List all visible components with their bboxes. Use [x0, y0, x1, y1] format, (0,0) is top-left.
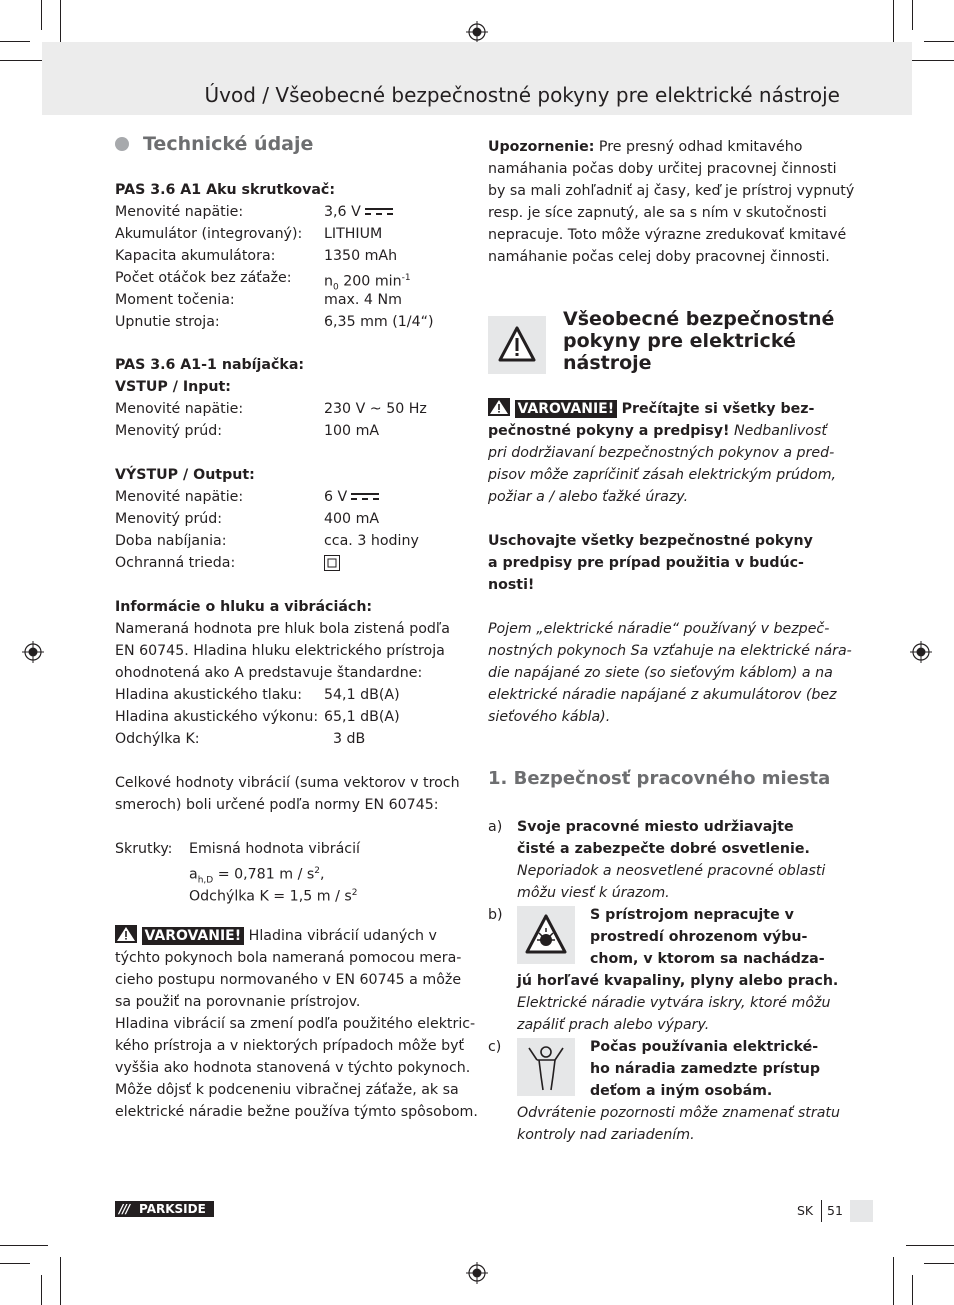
item-bold: deťom a iným osobám.	[590, 1083, 773, 1099]
tech-heading: Technické údaje	[143, 133, 314, 155]
item-marker: b)	[488, 907, 503, 923]
page-tab-box	[850, 1200, 873, 1222]
spec-value: 54,1 dB(A)	[324, 687, 400, 703]
spec-value	[324, 201, 393, 223]
spec-value: 3 dB	[333, 731, 366, 747]
warning-text: Hladina vibrácií sa zmení podľa použitého elektric-	[115, 1016, 476, 1032]
item-bold: ho náradia zamedzte prístup	[590, 1061, 821, 1077]
spec-label: Menovitý prúd:	[115, 511, 223, 527]
spec-value	[324, 486, 379, 508]
spec-label: Odchýlka K:	[115, 731, 200, 747]
spec-value: 65,1 dB(A)	[324, 709, 400, 725]
notice-text: namáhanie počas celej doby pracovnej činnosti.	[488, 249, 830, 265]
spec-label: Kapacita akumulátora:	[115, 248, 276, 264]
warning-triangle-icon	[115, 925, 137, 943]
spec-value: 6,35 mm (1/4“)	[324, 314, 434, 330]
page-title: Úvod / Všeobecné bezpečnostné pokyny pre elektrické nástroje	[204, 83, 840, 107]
warning-text: kého prístroja a v niektorých prípadoch môže byť	[115, 1038, 465, 1054]
item-italic: Odvrátenie pozornosti môže znamenať stratu	[517, 1105, 840, 1121]
notice-text: Pre presný odhad kmitavého	[598, 139, 803, 155]
warning-first-line	[115, 925, 437, 947]
warning-badge: VAROVANIE!	[515, 400, 618, 418]
drill-title: PAS 3.6 A1 Aku skrutkovač:	[115, 182, 336, 198]
warning-text: Môže dôjsť k podceneniu vibračnej záťaže, ak sa	[115, 1082, 459, 1098]
screws-line: Odchýlka K = 1,5 m / $s^2$	[189, 888, 358, 905]
keep-instructions: Uschovajte všetky bezpečnostné pokyny	[488, 533, 813, 549]
spec-value: LITHIUM	[324, 226, 383, 242]
section-bullet-icon	[115, 137, 129, 151]
warning-badge: VAROVANIE!	[142, 927, 245, 945]
registration-mark-icon	[22, 641, 44, 663]
spec-value: 100 mA	[324, 423, 380, 439]
term-definition: sieťového kábla).	[488, 709, 611, 725]
spec-value: cca. 3 hodiny	[324, 533, 419, 549]
item-marker: c)	[488, 1039, 502, 1055]
warning-bold: pečnostné pokyny a predpisy!	[488, 423, 730, 439]
screws-line: Emisná hodnota vibrácií	[189, 841, 360, 857]
brand-stripes-icon: ///	[119, 1202, 130, 1216]
warning-line	[488, 420, 827, 442]
vibration-line: smeroch) boli určené podľa normy EN 60745:	[115, 797, 439, 813]
item-italic: Neporiadok a neosvetlené pracovné oblasti	[517, 863, 826, 879]
safety-warning-first-line	[488, 398, 814, 420]
spec-label: Menovité napätie:	[115, 401, 244, 417]
notice-text: nepracuje. Toto môže výrazne zredukovať kmitavé	[488, 227, 847, 243]
spec-value-text: 3,6 V	[324, 204, 361, 220]
spec-label: Upnutie stroja:	[115, 314, 220, 330]
spec-value: max. 4 Nm	[324, 292, 402, 308]
safety-warning-box	[488, 316, 546, 374]
warning-italic: pri dodržiavaní bezpečnostných pokynov a pred-	[488, 445, 835, 461]
term-definition: nostných pokynoch Sa vzťahuje na elektrické nára-	[488, 643, 852, 659]
warning-bold: Prečítajte si všetky bez-	[621, 401, 815, 417]
item-italic: môžu viesť k úrazom.	[517, 885, 670, 901]
output-title: VÝSTUP / Output:	[115, 467, 255, 483]
item-marker: a)	[488, 819, 503, 835]
workplace-heading: 1. Bezpečnosť pracovného miesta	[488, 768, 831, 789]
spec-value: $n_0$ 200 $\min^{-1}$	[324, 273, 411, 293]
notice-text: namáhania počas doby určitej pracovnej činnosti	[488, 161, 837, 177]
safety-heading: Všeobecné bezpečnostné	[563, 308, 835, 330]
spec-label: Hladina akustického tlaku:	[115, 687, 302, 703]
notice-label: Upozornenie:	[488, 139, 595, 155]
warning-triangle-icon	[488, 316, 546, 374]
warning-text: sa použiť na porovnanie prístrojov.	[115, 994, 361, 1010]
registration-mark-icon	[466, 21, 488, 43]
warning-text: týchto pokynoch bola nameraná pomocou mera-	[115, 950, 462, 966]
warning-triangle-icon	[488, 398, 510, 416]
spec-label: Hladina akustického výkonu:	[115, 709, 319, 725]
vibration-line: Celkové hodnoty vibrácií (suma vektorov v troch	[115, 775, 460, 791]
screws-line: $a_{h,D} = 0,781$ m / $s^2$,	[189, 866, 325, 886]
spec-value: 1350 mAh	[324, 248, 398, 264]
keep-instructions: nosti!	[488, 577, 535, 593]
item-bold: chom, v ktorom sa nachádza-	[590, 951, 825, 967]
item-italic: zapáliť prach alebo výpary.	[517, 1017, 710, 1033]
language-code: SK	[797, 1203, 814, 1218]
protection-class-ii-icon	[324, 555, 340, 571]
item-italic: Elektrické náradie vytvára iskry, ktoré môžu	[517, 995, 831, 1011]
item-bold: čisté a zabezpečte dobré osvetlenie.	[517, 841, 810, 857]
warning-italic: pisov môže zapríčiniť zásah elektrickým prúdom,	[488, 467, 837, 483]
warning-text: Hladina vibrácií udaných v	[248, 928, 437, 944]
page-number: 51	[827, 1203, 843, 1218]
warning-italic: Nedbanlivosť	[733, 423, 827, 439]
charger-title: PAS 3.6 A1-1 nabíjačka:	[115, 357, 305, 373]
spec-label: Menovité napätie:	[115, 204, 244, 220]
spec-label: Počet otáčok bez záťaže:	[115, 270, 292, 286]
registration-mark-icon	[466, 1262, 488, 1284]
footer-divider	[821, 1200, 822, 1222]
screws-label: Skrutky:	[115, 841, 173, 857]
spec-label: Akumulátor (integrovaný):	[115, 226, 303, 242]
keep-children-away-icon	[517, 1038, 575, 1096]
item-italic: kontroly nad zariadením.	[517, 1127, 695, 1143]
input-title: VSTUP / Input:	[115, 379, 231, 395]
spec-label: Menovitý prúd:	[115, 423, 223, 439]
warning-text: elektrické náradie bežne používa týmto spôsobom.	[115, 1104, 478, 1120]
explosion-hazard-icon	[517, 906, 575, 964]
warning-text: vyššia ako hodnota stanovená v týchto pokynoch.	[115, 1060, 471, 1076]
registration-mark-icon	[910, 641, 932, 663]
spec-label: Moment točenia:	[115, 292, 235, 308]
noise-line: EN 60745. Hladina hluku elektrického prístroja	[115, 643, 445, 659]
dc-symbol-icon	[365, 208, 393, 216]
keep-instructions: a predpisy pre prípad použitia v budúc-	[488, 555, 804, 571]
warning-text: cieho postupu normovaného v EN 60745 a môže	[115, 972, 462, 988]
term-definition: Pojem „elektrické náradie“ používaný v bezpeč-	[488, 621, 830, 637]
spec-value-text: 6 V	[324, 489, 348, 505]
spec-label: Ochranná trieda:	[115, 555, 236, 571]
safety-heading: nástroje	[563, 352, 652, 374]
item-bold: Svoje pracovné miesto udržiavajte	[517, 819, 794, 835]
item-bold: S prístrojom nepracujte v	[590, 907, 794, 923]
spec-label: Menovité napätie:	[115, 489, 244, 505]
safety-heading: pokyny pre elektrické	[563, 330, 796, 352]
noise-line: Nameraná hodnota pre hluk bola zistená podľa	[115, 621, 450, 637]
warning-italic: požiar a / alebo ťažké úrazy.	[488, 489, 689, 505]
term-definition: die napájané zo siete (so sieťovým káblom) a na	[488, 665, 833, 681]
item-bold: jú horľavé kvapaliny, plyny alebo prach.	[517, 973, 839, 989]
item-bold: prostredí ohrozenom výbu-	[590, 929, 808, 945]
noise-line: ohodnotená ako A predstavuje štandardne:	[115, 665, 423, 681]
spec-label: Doba nabíjania:	[115, 533, 227, 549]
brand-name: PARKSIDE	[139, 1202, 206, 1216]
notice-first-line	[488, 136, 802, 158]
spec-value: 230 V ~ 50 Hz	[324, 401, 427, 417]
notice-text: by sa mali zohľadniť aj časy, keď je prístroj vypnutý	[488, 183, 855, 199]
dc-symbol-icon	[351, 493, 379, 501]
brand-logo	[115, 1201, 214, 1217]
noise-title: Informácie o hluku a vibráciách:	[115, 599, 373, 615]
term-definition: elektrické náradie napájané z akumulátorov (bez	[488, 687, 837, 703]
spec-value: 400 mA	[324, 511, 380, 527]
notice-text: resp. je síce zapnutý, ale sa s ním v skutočnosti	[488, 205, 827, 221]
item-bold: Počas používania elektrické-	[590, 1039, 819, 1055]
